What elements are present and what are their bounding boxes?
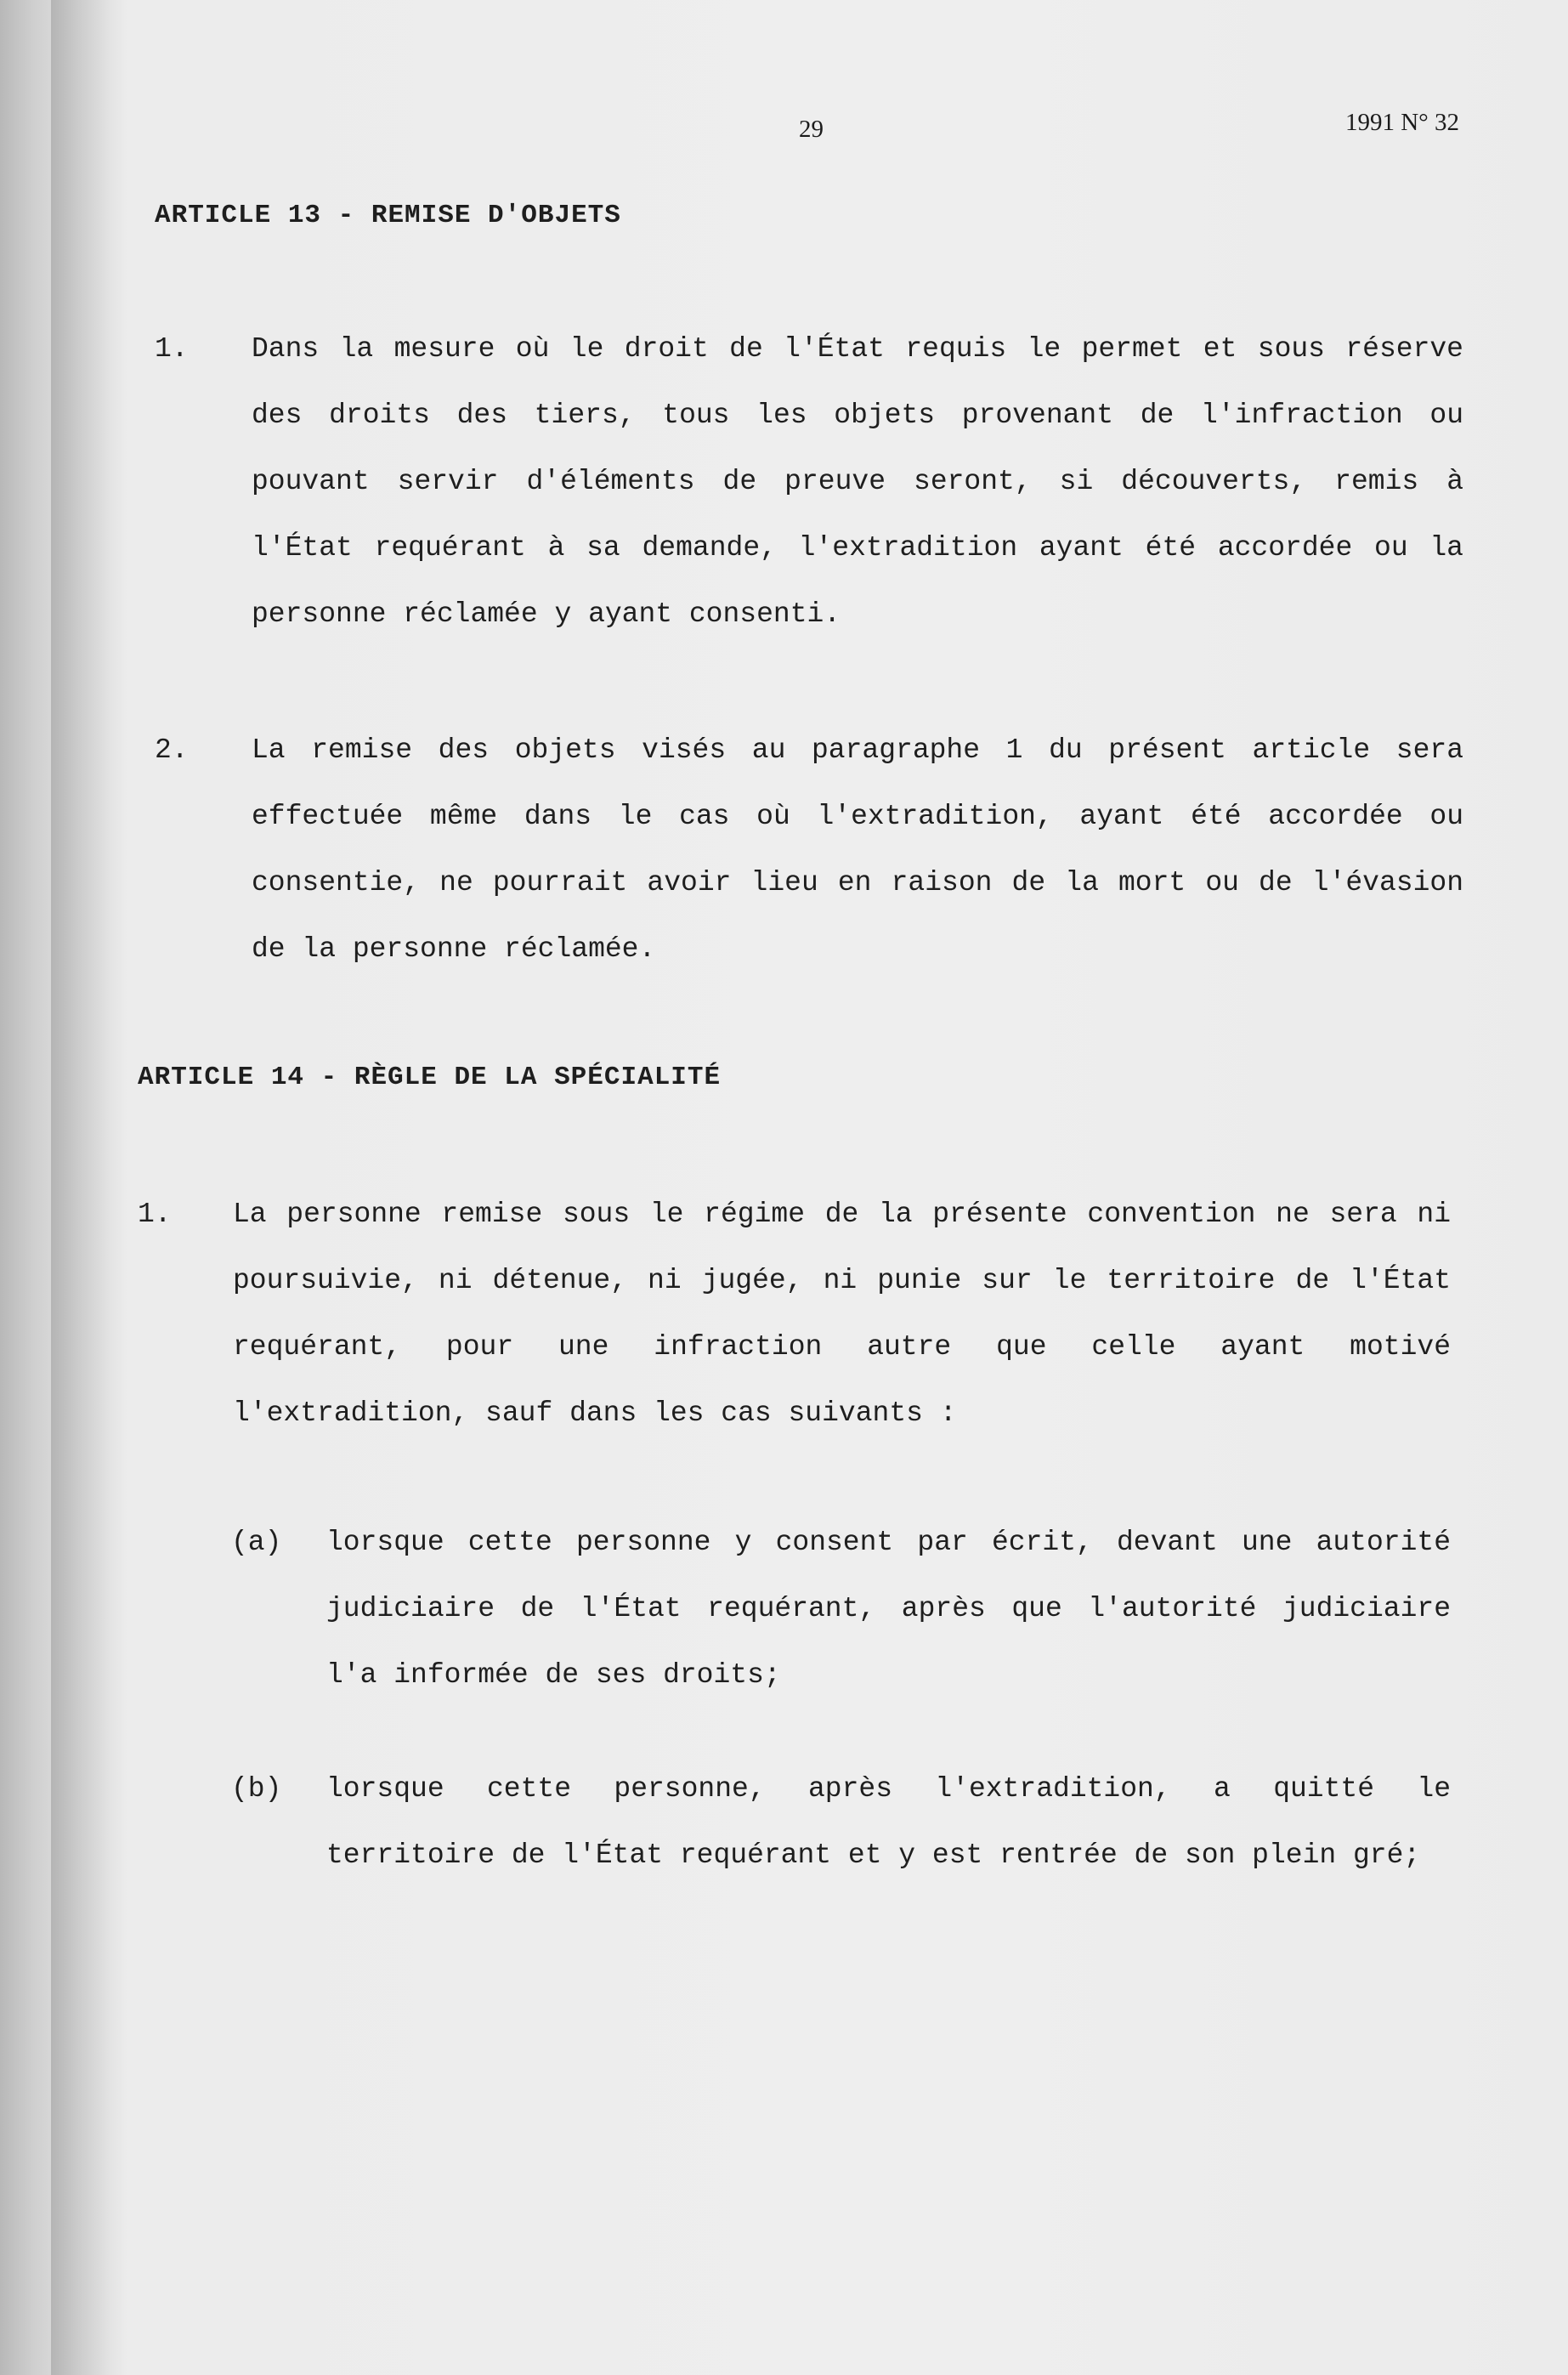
subparagraph-label: (a) <box>231 1527 282 1558</box>
paragraph-text: La personne remise sous le régime de la présente convention ne sera ni poursuivie, ni détenue, ni jugée, ni punie sur le territoire de l'État requérant, pour une infraction autre que celle ayant motivé l'extradition, sauf dans les cas suivants : <box>233 1199 1451 1429</box>
article-13-paragraph-2 <box>155 717 1463 983</box>
article-14-subparagraph-b <box>231 1756 1451 1955</box>
subparagraph-text: lorsque cette personne y consent par écrit, devant une autorité judiciaire de l'État requérant, après que l'autorité judiciaire l'a informée de ses droits; <box>326 1527 1451 1691</box>
issue-reference: 1991 N° 32 <box>1344 109 1459 136</box>
paragraph-number: 2. <box>155 734 189 766</box>
subparagraph-label: (b) <box>231 1773 282 1805</box>
article-13-heading: ARTICLE 13 - REMISE D'OBJETS <box>155 201 621 230</box>
paragraph-text: Dans la mesure où le droit de l'État requis le permet et sous réserve des droits des tiers, tous les objets provenant de l'infraction ou pouvant servir d'éléments de preuve seront, si découverts, remis à l'État requérant à sa demande, l'extradition ayant été accordée ou la personne réclamée y ayant consenti. <box>252 333 1463 630</box>
page-number: 29 <box>799 116 824 143</box>
paragraph-text: La remise des objets visés au paragraphe 1 du présent article sera effectuée même dans le cas où l'extradition, ayant été accordée ou consentie, ne pourrait avoir lieu en raison de la mort ou de l'évasion de la personne réclamée. <box>252 734 1463 965</box>
paragraph-number: 1. <box>138 1199 172 1230</box>
article-14-heading: ARTICLE 14 - RÈGLE DE LA SPÉCIALITÉ <box>138 1063 722 1092</box>
paragraph-number: 1. <box>155 333 189 365</box>
article-14-paragraph-1 <box>138 1182 1451 1447</box>
article-14-subparagraph-a <box>231 1510 1451 1709</box>
article-13-paragraph-1 <box>155 316 1463 648</box>
subparagraph-text: lorsque cette personne, après l'extradition, a quitté le territoire de l'État requérant et y est rentrée de son plein gré; <box>326 1773 1451 1871</box>
